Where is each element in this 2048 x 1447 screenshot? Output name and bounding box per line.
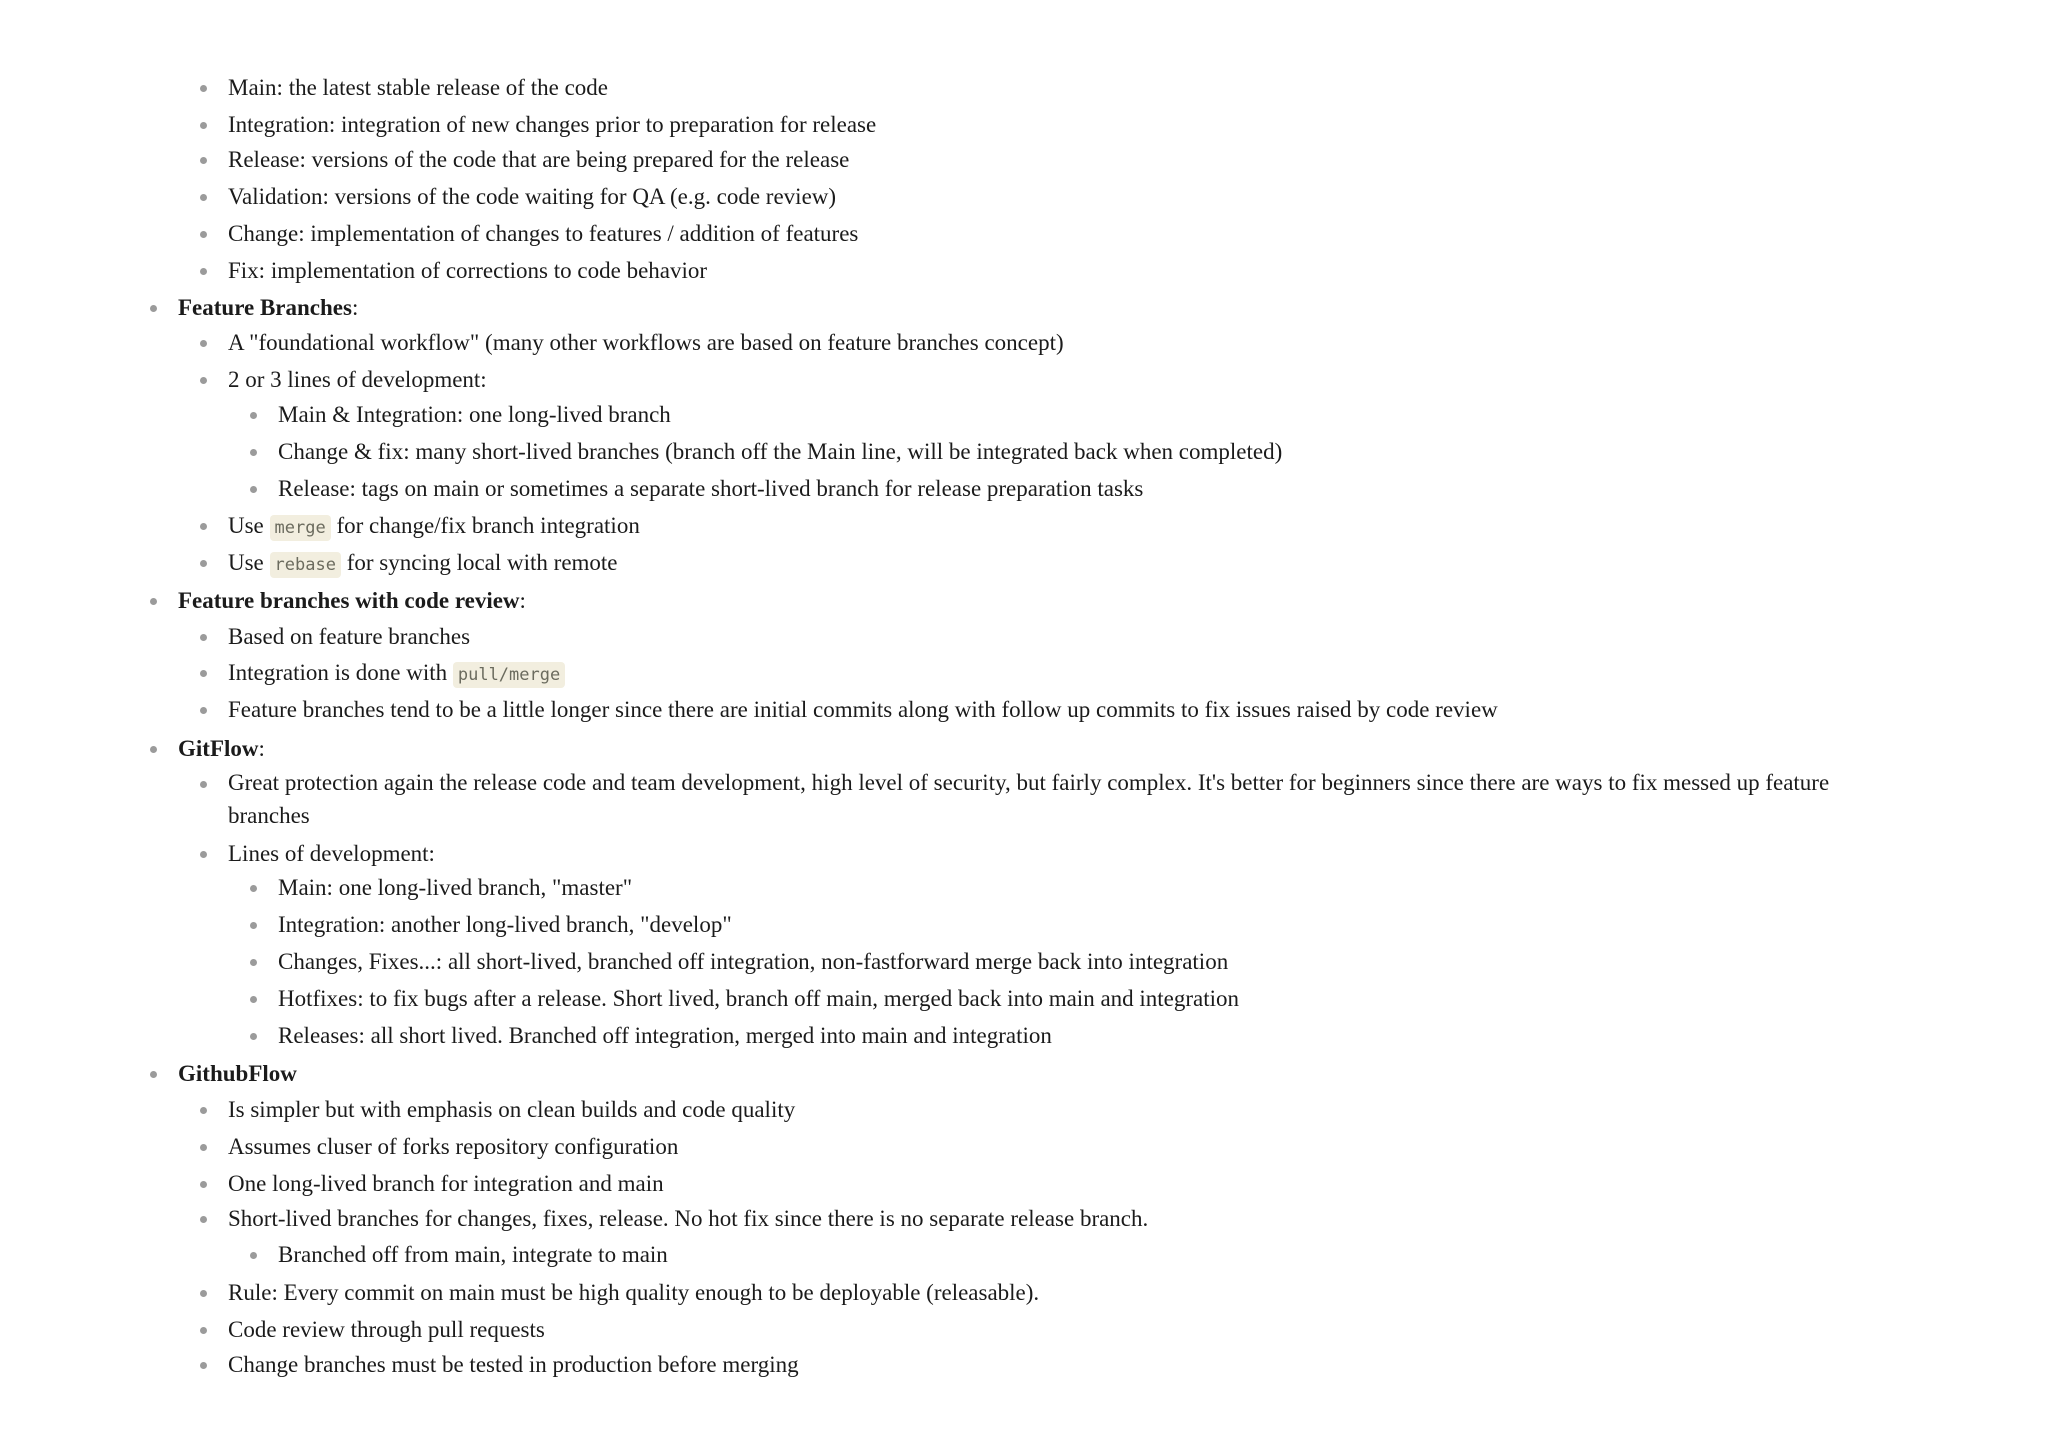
list-item: Release: versions of the code that are being prepared for the release — [228, 147, 850, 172]
bullet — [200, 157, 207, 164]
bullet — [250, 996, 257, 1003]
text: Integration is done with — [228, 660, 453, 685]
bullet — [150, 598, 157, 605]
bullet — [200, 231, 207, 238]
bullet — [200, 340, 207, 347]
section-title: Feature Branches — [178, 295, 352, 320]
bullet — [200, 194, 207, 201]
bullet — [250, 412, 257, 419]
section-title-suffix: : — [519, 588, 526, 613]
list-item: Short-lived branches for changes, fixes, release. No hot fix since there is no separate release branch. — [228, 1206, 1149, 1231]
list-item: Fix: implementation of corrections to code behavior — [228, 258, 708, 283]
inline-code: merge — [270, 515, 331, 541]
bullet — [250, 959, 257, 966]
list-item: Code review through pull requests — [228, 1317, 545, 1342]
bullet — [200, 122, 207, 129]
text: for change/fix branch integration — [330, 513, 640, 538]
section-title: GitFlow — [178, 736, 259, 761]
list-item: Assumes cluser of forks repository configuration — [228, 1134, 679, 1159]
bullet — [250, 885, 257, 892]
section-title-suffix: : — [258, 736, 265, 761]
text: for syncing local with remote — [340, 550, 618, 575]
list-item: Change: implementation of changes to features / addition of features — [228, 221, 859, 246]
text: Use — [228, 550, 270, 575]
section-heading-gitflow — [178, 731, 265, 767]
section-heading-feature-branches-review — [178, 583, 526, 619]
section-heading-githubflow — [178, 1056, 297, 1092]
bullet — [200, 1327, 207, 1334]
list-item: Branched off from main, integrate to main — [278, 1242, 668, 1267]
bullet — [200, 377, 207, 384]
list-item: A "foundational workflow" (many other workflows are based on feature branches concept) — [228, 330, 1064, 355]
bullet — [200, 1216, 207, 1223]
list-item: Hotfixes: to fix bugs after a release. Short lived, branch off main, merged back into main and integration — [278, 986, 1240, 1011]
section-heading-feature-branches — [178, 290, 358, 326]
bullet — [200, 560, 207, 567]
bullet — [200, 523, 207, 530]
list-item: Main & Integration: one long-lived branch — [278, 402, 671, 427]
list-item: 2 or 3 lines of development: — [228, 367, 487, 392]
text: Use — [228, 513, 270, 538]
list-item: Based on feature branches — [228, 624, 471, 649]
bullet — [250, 1033, 257, 1040]
bullet — [150, 746, 157, 753]
section-title: GithubFlow — [178, 1061, 297, 1086]
bullet — [200, 1107, 207, 1114]
list-item: Releases: all short lived. Branched off integration, merged into main and integration — [278, 1023, 1052, 1048]
list-item: Change & fix: many short-lived branches (branch off the Main line, will be integrated back when completed) — [278, 439, 1283, 464]
bullet — [200, 851, 207, 858]
list-item: Validation: versions of the code waiting for QA (e.g. code review) — [228, 184, 837, 209]
bullet — [200, 781, 207, 788]
section-title-suffix: : — [351, 295, 359, 320]
list-item: Integration: integration of new changes prior to preparation for release — [228, 112, 877, 137]
inline-code: pull/merge — [453, 662, 565, 688]
list-item: One long-lived branch for integration and main — [228, 1171, 664, 1196]
bullet — [200, 1181, 207, 1188]
list-item — [228, 655, 565, 691]
bullet — [200, 1144, 207, 1151]
list-item: Feature branches tend to be a little longer since there are initial commits along with follow up commits to fix issues raised by code review — [228, 697, 1498, 722]
list-item: Change branches must be tested in production before merging — [228, 1352, 799, 1377]
bullet — [200, 1362, 207, 1369]
bullet — [250, 486, 257, 493]
inline-code: rebase — [270, 552, 341, 578]
bullet — [250, 449, 257, 456]
bullet — [200, 707, 207, 714]
bullet — [150, 305, 157, 312]
list-item: Great protection again the release code and team development, high level of security, but fairly complex. It's better for beginners since there are ways to fix messed up feature branches — [228, 770, 1830, 828]
bullet — [250, 1252, 257, 1259]
list-item — [228, 545, 618, 581]
section-title: Feature branches with code review — [178, 588, 520, 613]
bullet — [200, 1290, 207, 1297]
bullet — [200, 634, 207, 641]
list-item — [228, 508, 640, 544]
list-item: Changes, Fixes...: all short-lived, branched off integration, non-fastforward merge back into integration — [278, 949, 1229, 974]
list-item: Release: tags on main or sometimes a separate short-lived branch for release preparation tasks — [278, 476, 1144, 501]
bullet — [250, 922, 257, 929]
list-item: Integration: another long-lived branch, "develop" — [278, 912, 732, 937]
list-item: Lines of development: — [228, 841, 435, 866]
list-item: Rule: Every commit on main must be high quality enough to be deployable (releasable). — [228, 1280, 1040, 1305]
list-item: Main: the latest stable release of the code — [228, 75, 608, 100]
bullet — [200, 85, 207, 92]
bullet — [200, 670, 207, 677]
bullet — [150, 1071, 157, 1078]
list-item: Main: one long-lived branch, "master" — [278, 875, 633, 900]
bullet — [200, 268, 207, 275]
list-item: Is simpler but with emphasis on clean builds and code quality — [228, 1097, 796, 1122]
